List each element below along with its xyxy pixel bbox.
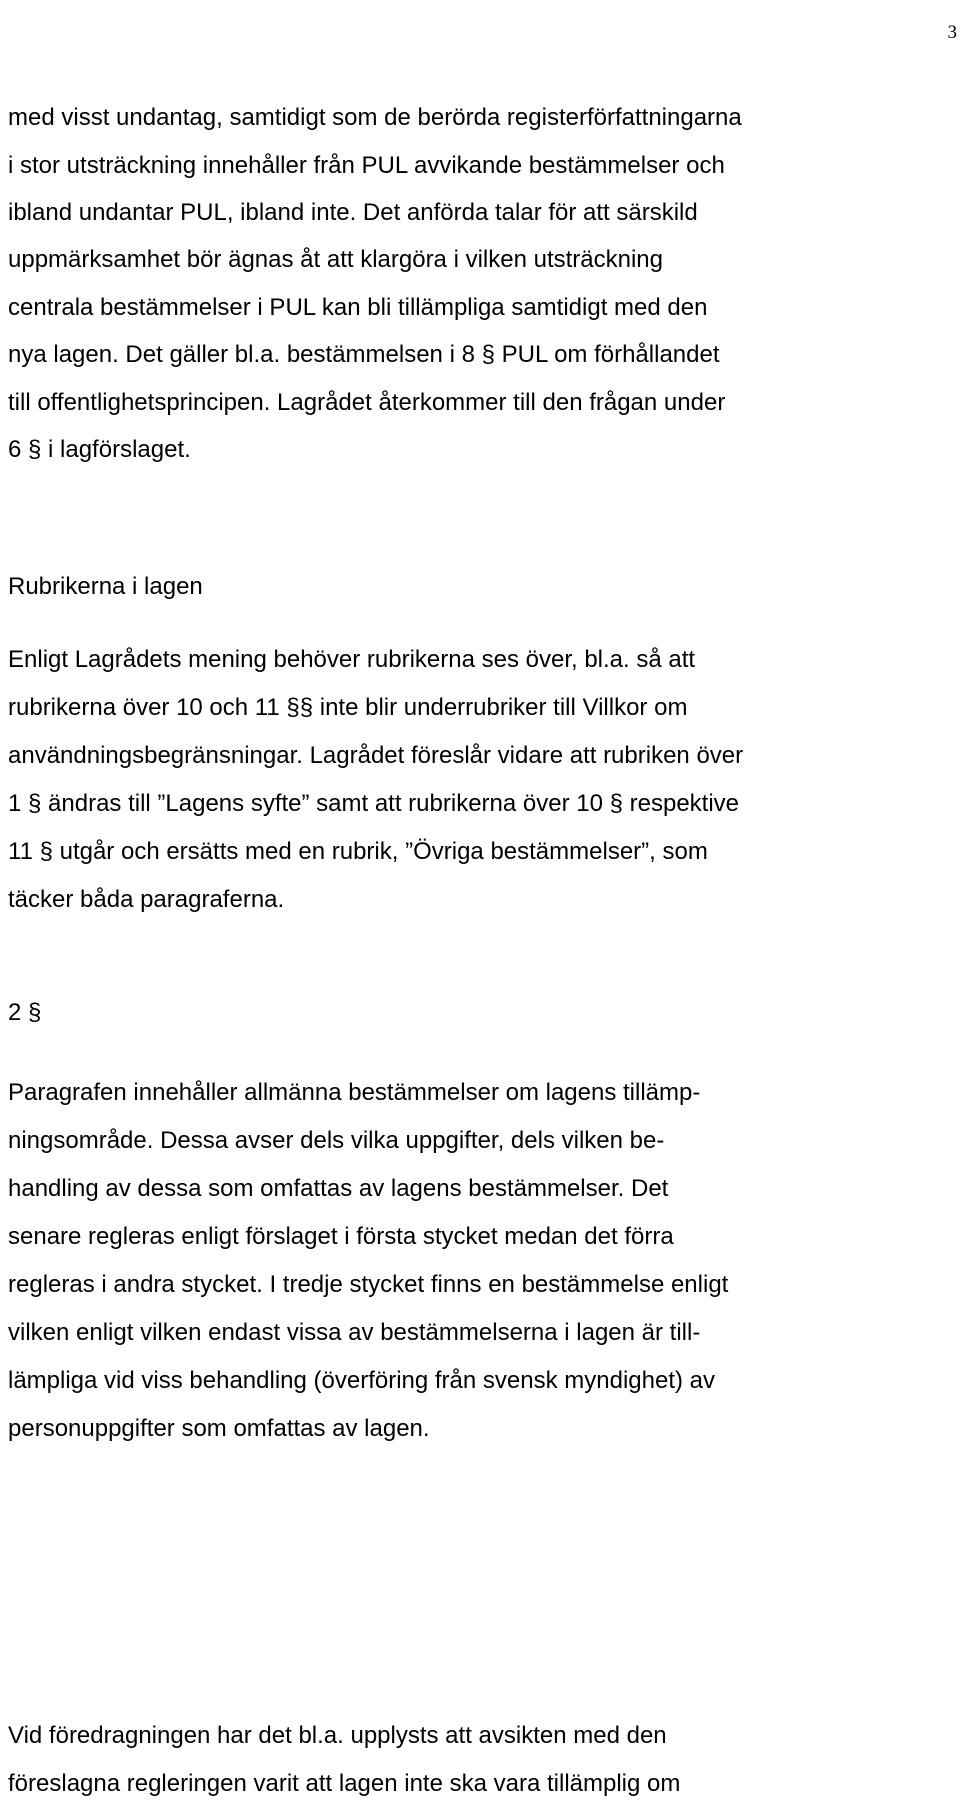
text-line: nya lagen. Det gäller bl.a. bestämmelsen i 8 § PUL om förhållandet bbox=[8, 341, 720, 368]
text-line: användningsbegränsningar. Lagrådet föreslår vidare att rubriken över bbox=[8, 742, 744, 769]
text-line: Paragrafen innehåller allmänna bestämmelser om lagens tillämp- bbox=[8, 1079, 701, 1106]
paragraph-heading: 2 § bbox=[8, 999, 42, 1026]
text-line: 6 § i lagförslaget. bbox=[8, 436, 191, 463]
text-line: senare regleras enligt förslaget i första stycket medan det förra bbox=[8, 1223, 674, 1250]
section-heading: Rubrikerna i lagen bbox=[8, 573, 203, 600]
text-line: i stor utsträckning innehåller från PUL avvikande bestämmelser och bbox=[8, 152, 725, 179]
text-line: rubrikerna över 10 och 11 §§ inte blir underrubriker till Villkor om bbox=[8, 694, 688, 721]
text-line: Enligt Lagrådets mening behöver rubrikerna ses över, bl.a. så att bbox=[8, 646, 696, 673]
text-line: Vid föredragningen har det bl.a. upplysts att avsikten med den bbox=[8, 1722, 667, 1749]
text-line: 1 § ändras till ”Lagens syfte” samt att rubrikerna över 10 § respektive bbox=[8, 790, 740, 817]
text-line: med visst undantag, samtidigt som de berörda registerförfattningarna bbox=[8, 104, 742, 131]
text-line: handling av dessa som omfattas av lagens bestämmelser. Det bbox=[8, 1175, 669, 1202]
text-line: 11 § utgår och ersätts med en rubrik, ”Övriga bestämmelser”, som bbox=[8, 838, 708, 865]
text-line: ibland undantar PUL, ibland inte. Det anförda talar för att särskild bbox=[8, 199, 698, 226]
text-line: ningsområde. Dessa avser dels vilka uppgifter, dels vilken be- bbox=[8, 1127, 665, 1154]
text-line: uppmärksamhet bör ägnas åt att klargöra i vilken utsträckning bbox=[8, 246, 663, 273]
text-line: centrala bestämmelser i PUL kan bli tillämpliga samtidigt med den bbox=[8, 294, 708, 321]
text-line: täcker båda paragraferna. bbox=[8, 886, 285, 913]
text-line: regleras i andra stycket. I tredje stycket finns en bestämmelse enligt bbox=[8, 1271, 729, 1298]
text-line: vilken enligt vilken endast vissa av bestämmelserna i lagen är till- bbox=[8, 1319, 701, 1346]
page-number: 3 bbox=[947, 22, 957, 43]
text-line: föreslagna regleringen varit att lagen inte ska vara tillämplig om bbox=[8, 1770, 681, 1797]
text-line: lämpliga vid viss behandling (överföring från svensk myndighet) av bbox=[8, 1367, 716, 1394]
text-line: personuppgifter som omfattas av lagen. bbox=[8, 1415, 430, 1442]
text-line: till offentlighetsprincipen. Lagrådet återkommer till den frågan under bbox=[8, 389, 726, 416]
